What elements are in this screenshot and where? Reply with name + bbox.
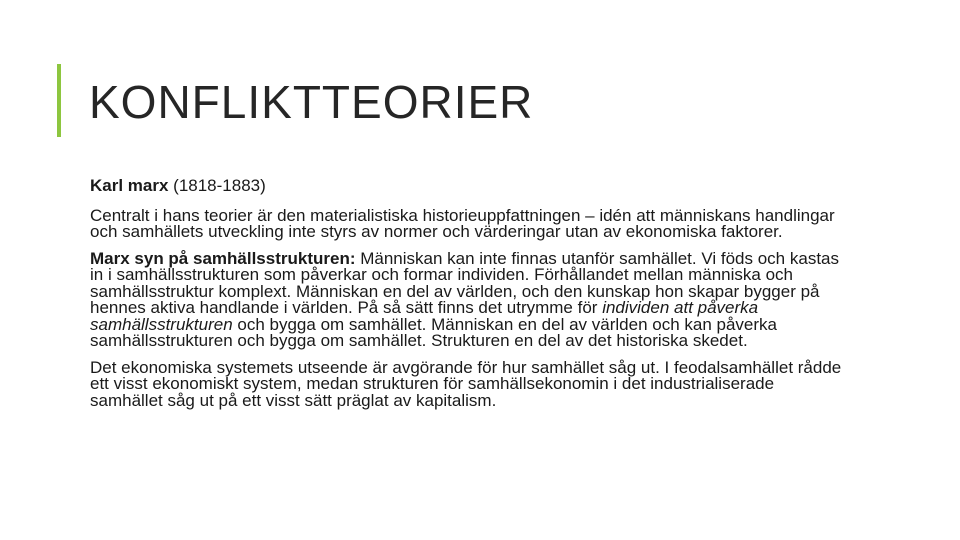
author-name: Karl marx bbox=[90, 176, 169, 195]
society-structure-emphasis: individen att påverka samhällsstrukturen bbox=[90, 298, 759, 334]
title-accent-bar bbox=[57, 64, 61, 137]
paragraph-economic-system: Det ekonomiska systemets utseende är avgörande för hur samhället såg ut. I feodalsamhället rådde ett visst ekonomiskt system, medan strukturen för samhällsekonomin i det industrialiserade samhället såg ut på ett visst sätt präglat av kapitalism. bbox=[90, 357, 842, 410]
author-years: (1818-1883) bbox=[168, 176, 266, 195]
paragraph-society-structure bbox=[90, 248, 850, 350]
society-structure-text-b: och bygga om samhället. Människan en del av världen och kan påverka samhällsstrukturen och bygga om samhället. Strukturen en del av det historiska skedet. bbox=[90, 314, 777, 350]
paragraph-materialism: Centralt i hans teorier är den materialistiska historieuppfattningen – idén att människans handlingar och samhällets utveckling inte styrs av normer och värderingar utan av ekonomiska faktorer. bbox=[90, 205, 835, 241]
society-structure-text-a: Människan kan inte finnas utanför samhället. Vi föds och kastas in i samhällsstrukturen som påverkar och formar individen. Förhållandet mellan människa och samhällsstruktur komplext. Människan en del av världen, och den kunskap hon skapar bygger på hennes aktiva handlande i världen. På så sätt finns det utrymme för bbox=[90, 248, 839, 317]
paragraph-author bbox=[90, 178, 850, 195]
slide-title: KONFLIKTTEORIER bbox=[89, 76, 534, 128]
slide-body bbox=[90, 178, 850, 419]
society-structure-heading: Marx syn på samhällsstrukturen: bbox=[90, 248, 356, 268]
